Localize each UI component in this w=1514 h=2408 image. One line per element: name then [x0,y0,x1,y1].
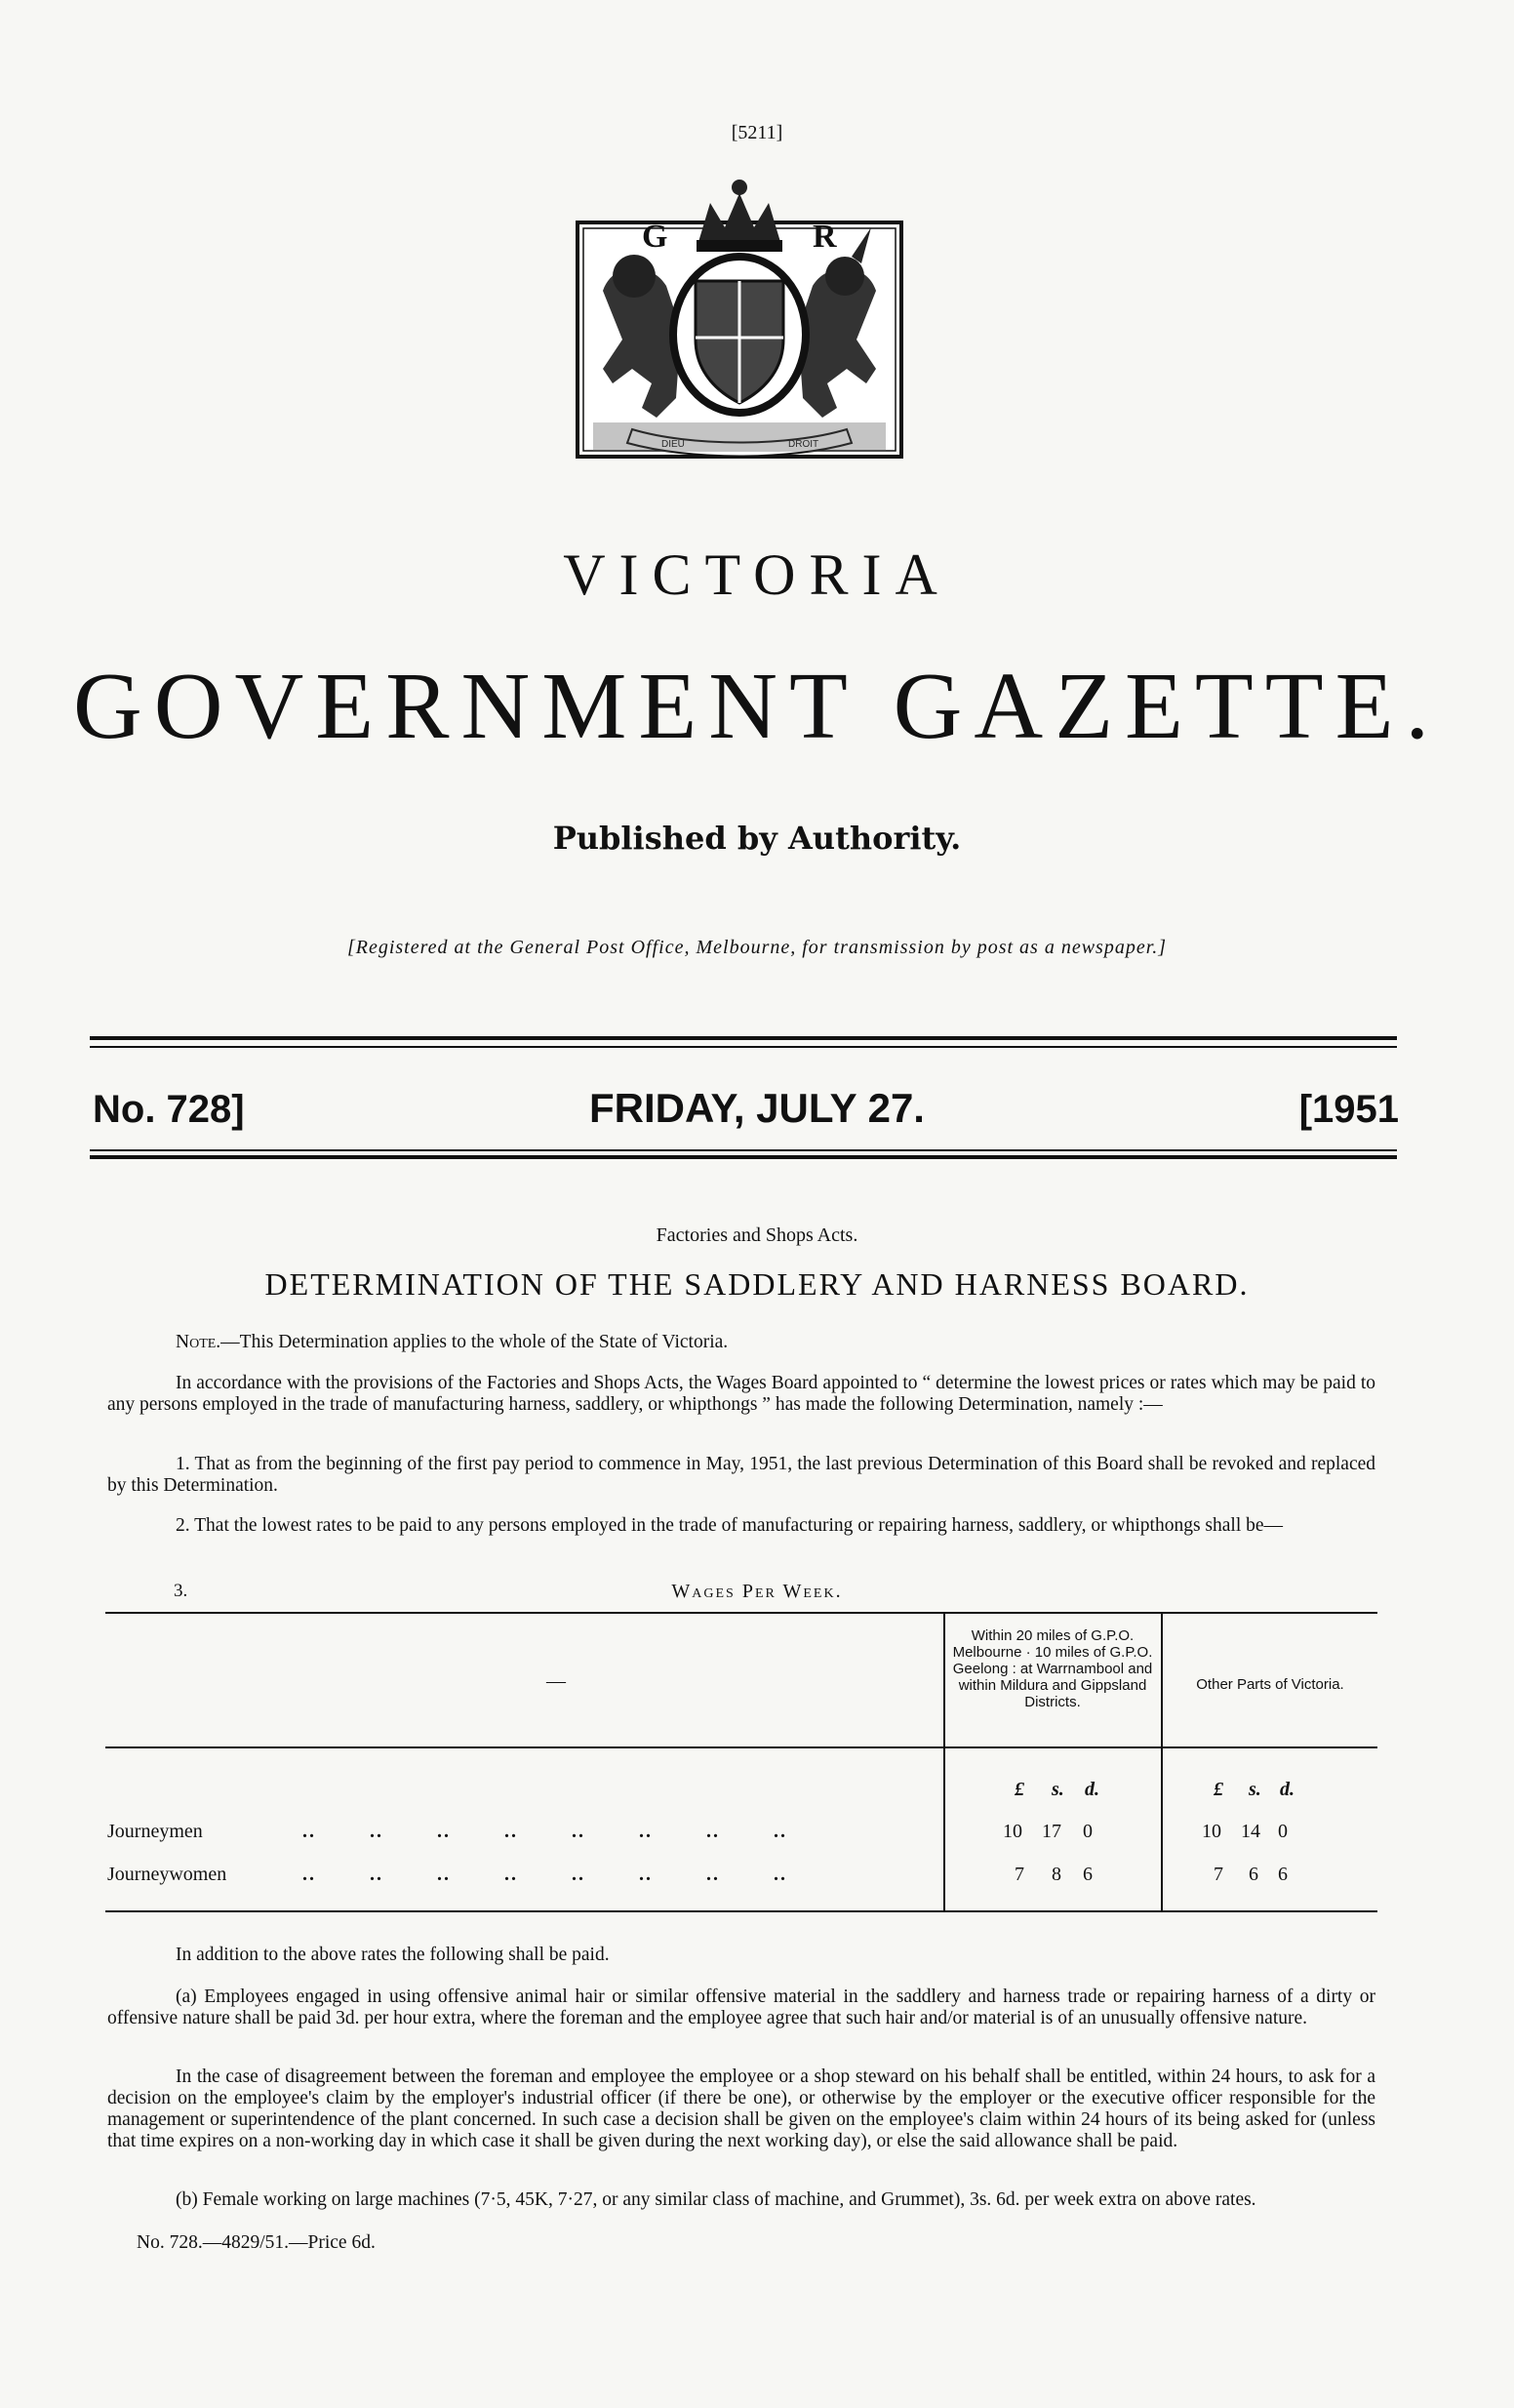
cipher-initial-r: R [813,219,837,255]
col2-pounds: 7 [1214,1864,1223,1885]
col2-pounds-symbol: £ [1214,1779,1223,1800]
issue-year: [1951 [1298,1088,1399,1131]
issue-number: No. 728] [93,1088,245,1131]
intro-paragraph: In accordance with the provisions of the Factories and Shops Acts, the Wages Board appointed to “ determine the lowest prices or rates which may be paid to any persons employed in the trade of manufacturing harness, saddlery, or whipthongs ” has made the following Determination, namely :— [107,1373,1375,1415]
state-name: VICTORIA [563,542,951,607]
row-label: Journeymen [107,1821,203,1842]
motto-droit: DROIT [788,439,819,450]
clause-3-number: 3. [174,1581,188,1601]
col2-shillings: 6 [1249,1864,1258,1885]
note-label: Note. [176,1332,221,1352]
motto-dieu: DIEU [661,439,685,450]
published-by-authority: Published by Authority. [552,820,962,857]
col2-shillings-symbol: s. [1249,1779,1261,1800]
row-label: Journeywomen [107,1864,227,1885]
royal-coat-of-arms-icon [574,174,905,466]
col1-pounds: 10 [1003,1821,1022,1842]
paragraph-b: (b) Female working on large machines (7·5, 45K, 7·27, or any similar class of machine, and Grummet), 3s. 6d. per week extra on above rates. [176,2189,1256,2210]
determination-title: DETERMINATION OF THE SADDLERY AND HARNESS BOARD. [264,1266,1250,1302]
issue-date: FRIDAY, JULY 27. [589,1085,925,1131]
page-number: [5211] [731,122,783,143]
gazette-title: GOVERNMENT GAZETTE. [72,654,1442,759]
acts-heading: Factories and Shops Acts. [656,1224,858,1246]
masthead-rule-top [90,1036,1397,1040]
col1-pence-symbol: d. [1085,1779,1099,1800]
col1-pence: 6 [1083,1864,1093,1885]
table-divider-1 [943,1612,945,1910]
note-paragraph [107,1332,1375,1353]
cipher-initial-g: G [642,219,668,255]
paragraph-a: (a) Employees engaged in using offensive animal hair or similar offensive material in the saddlery and harness trade or repairing harness of a dirty or offensive nature shall be paid 3d. per hour extra, where the foreman and the employee agree that such hair and/or material is of an unusually offensive nature. [107,1987,1375,2028]
col-header-metro: Within 20 miles of G.P.O. Melbourne · 10 miles of G.P.O. Geelong : at Warrnambool and within Mildura and Gippsland Districts. [952,1627,1153,1710]
clause-2: 2. That the lowest rates to be paid to any persons employed in the trade of manufacturing or repairing harness, saddlery, or whipthongs shall be— [176,1515,1284,1536]
col1-pounds: 7 [1015,1864,1024,1885]
col1-shillings-symbol: s. [1052,1779,1064,1800]
col1-shillings: 8 [1052,1864,1061,1885]
paragraph-disagreement: In the case of disagreement between the foreman and employee the employee or a shop steward on his behalf shall be entitled, within 24 hours, to ask for a decision on the employee's claim by the employer's industrial officer (if there be one), or otherwise by the employer or the executive officer responsible for the management or superintendence of the plant concerned. In such case a decision shall be given on the employee's claim within 24 hours of its being asked for (unless that time expires on a non-working day in which case it shall be given during the next working day), or else the said allowance shall be paid. [107,2067,1375,2151]
col-header-other: Other Parts of Victoria. [1196,1676,1344,1693]
col2-pounds: 10 [1202,1821,1221,1842]
masthead-rule-bottom-thin [90,1149,1397,1151]
col2-pence-symbol: d. [1280,1779,1295,1800]
row-leader: .. .. .. .. .. .. .. .. [302,1821,787,1842]
table-rule-bottom [105,1910,1377,1912]
clause-1: 1. That as from the beginning of the first pay period to commence in May, 1951, the last previous Determination of this Board shall be revoked and replaced by this Determination. [107,1454,1375,1496]
row-leader: .. .. .. .. .. .. .. .. [302,1864,787,1885]
col2-shillings: 14 [1241,1821,1260,1842]
masthead-rule-bottom [90,1155,1397,1159]
note-text: —This Determination applies to the whole of the State of Victoria. [220,1332,729,1352]
col2-pence: 0 [1278,1821,1288,1842]
blank-header-dash: — [546,1670,566,1692]
table-rule-header [105,1746,1377,1748]
table-divider-2 [1161,1612,1163,1910]
col1-pence: 0 [1083,1821,1093,1842]
wages-heading: Wages Per Week. [671,1581,843,1602]
col1-shillings: 17 [1042,1821,1061,1842]
registration-note: [Registered at the General Post Office, Melbourne, for transmission by post as a newspaper.] [346,937,1168,958]
masthead-rule-top-thin [90,1046,1397,1048]
addition-intro: In addition to the above rates the following shall be paid. [176,1945,610,1965]
col1-pounds-symbol: £ [1015,1779,1024,1800]
price-footer: No. 728.—4829/51.—Price 6d. [137,2232,376,2253]
col2-pence: 6 [1278,1864,1288,1885]
table-rule-top [105,1612,1377,1614]
